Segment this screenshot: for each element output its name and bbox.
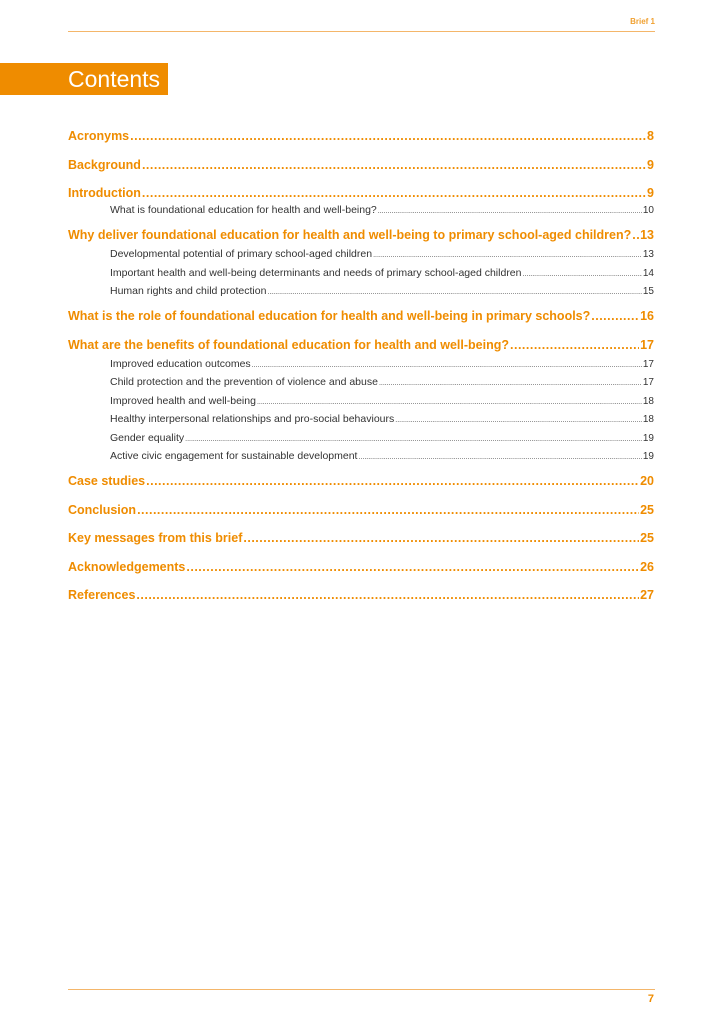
toc-subentry[interactable] xyxy=(68,265,654,284)
toc-entry-title: Introduction xyxy=(68,186,141,200)
dot-leader xyxy=(395,411,642,429)
dot-leader xyxy=(373,246,642,264)
toc-entry-page: 9 xyxy=(647,157,654,172)
toc-subentry[interactable] xyxy=(68,246,654,265)
toc-entry-page: 17 xyxy=(642,377,654,388)
toc-entry-page: 13 xyxy=(640,228,654,242)
toc-entry-title: Acronyms xyxy=(68,129,130,143)
toc-entry-title: What are the benefits of foundational education for health and well-being? xyxy=(68,337,509,352)
toc-entry[interactable] xyxy=(68,183,654,202)
toc-entry-page: 25 xyxy=(640,531,654,545)
toc-entry-page: 10 xyxy=(642,205,654,216)
header-rule xyxy=(68,31,655,32)
toc-subentry[interactable] xyxy=(68,283,654,306)
toc-entry-page: 19 xyxy=(642,451,654,462)
toc-entry-title: Background xyxy=(68,157,141,172)
toc-entry-title: What is the role of foundational education for health and well-being in primary schools? xyxy=(68,309,591,323)
toc-entry-title: Case studies xyxy=(68,474,146,488)
toc-entry-title: Child protection and the prevention of violence and abuse xyxy=(110,376,378,388)
toc-subentry[interactable] xyxy=(68,356,654,375)
toc-entry-page: 19 xyxy=(642,432,654,444)
toc-subentry[interactable] xyxy=(68,393,654,412)
dot-leader xyxy=(378,202,642,220)
toc-entry-title: Developmental potential of primary school-aged children xyxy=(110,248,373,260)
dot-leader xyxy=(510,335,639,355)
dot-leader xyxy=(243,528,639,548)
toc-entry-title: What is foundational education for health and well-being? xyxy=(110,204,377,216)
dot-leader xyxy=(257,393,642,411)
toc-entry[interactable] xyxy=(68,528,654,557)
dot-leader xyxy=(186,557,639,577)
toc-subentry[interactable] xyxy=(68,448,654,471)
toc-entry-page: 8 xyxy=(647,129,654,143)
toc-entry-title: Human rights and child protection xyxy=(110,285,267,297)
dot-leader xyxy=(142,155,646,175)
toc-entry-title: Active civic engagement for sustainable development xyxy=(110,450,358,462)
toc-subentry[interactable] xyxy=(68,430,654,449)
toc-entry[interactable] xyxy=(68,500,654,529)
toc-entry[interactable] xyxy=(68,335,654,356)
toc-entry[interactable] xyxy=(68,306,654,335)
page-number: 7 xyxy=(647,993,654,1005)
toc-entry-page: 17 xyxy=(640,337,654,352)
toc-entry-title: Key messages from this brief xyxy=(68,531,243,545)
toc-entry-page: 9 xyxy=(647,186,654,200)
toc-entry-title: Healthy interpersonal relationships and pro-social behaviours xyxy=(110,413,395,425)
toc-entry-title: Why deliver foundational education for health and well-being to primary school-aged children? xyxy=(68,228,632,242)
toc-entry-page: 25 xyxy=(640,502,654,517)
toc-entry[interactable] xyxy=(68,471,654,500)
toc-entry-page: 13 xyxy=(642,249,654,260)
dot-leader xyxy=(523,265,642,283)
toc-subentry[interactable] xyxy=(68,374,654,393)
toc-subentry[interactable] xyxy=(68,411,654,430)
dot-leader xyxy=(632,225,639,245)
toc-entry-title: Improved education outcomes xyxy=(110,357,251,370)
dot-leader xyxy=(142,183,646,203)
dot-leader xyxy=(137,500,639,520)
dot-leader xyxy=(591,306,639,326)
toc-entry-title: Improved health and well-being xyxy=(110,394,256,407)
toc-entry-page: 27 xyxy=(640,588,654,602)
toc-entry-title: References xyxy=(68,588,136,602)
dot-leader xyxy=(379,374,642,392)
dot-leader xyxy=(146,471,639,491)
toc-entry-page: 17 xyxy=(642,358,654,370)
toc-entry[interactable] xyxy=(68,155,654,184)
dot-leader xyxy=(252,356,642,374)
toc-entry-page: 18 xyxy=(642,414,654,425)
toc-entry[interactable] xyxy=(68,585,654,614)
dot-leader xyxy=(185,430,642,448)
toc-entry-title: Acknowledgements xyxy=(68,559,186,574)
toc-entry[interactable] xyxy=(68,126,654,155)
toc-entry-page: 14 xyxy=(642,267,654,279)
toc-entry-page: 20 xyxy=(640,474,654,488)
toc-entry-page: 26 xyxy=(640,559,654,574)
dot-leader xyxy=(267,283,641,301)
toc-entry[interactable] xyxy=(68,225,654,246)
toc-entry[interactable] xyxy=(68,557,654,586)
dot-leader xyxy=(130,126,646,146)
dot-leader xyxy=(358,448,641,466)
footer-rule xyxy=(68,989,655,990)
toc-entry-page: 15 xyxy=(642,286,654,297)
toc-entry-title: Important health and well-being determinants and needs of primary school-aged children xyxy=(110,266,522,279)
table-of-contents xyxy=(68,126,654,614)
toc-subentry[interactable] xyxy=(68,202,654,225)
toc-entry-page: 18 xyxy=(642,395,654,407)
toc-entry-title: Conclusion xyxy=(68,502,137,517)
dot-leader xyxy=(136,585,639,605)
toc-entry-page: 16 xyxy=(640,309,654,323)
page-title: Contents xyxy=(0,63,168,95)
running-header: Brief 1 xyxy=(630,17,655,26)
toc-entry-title: Gender equality xyxy=(110,431,185,444)
